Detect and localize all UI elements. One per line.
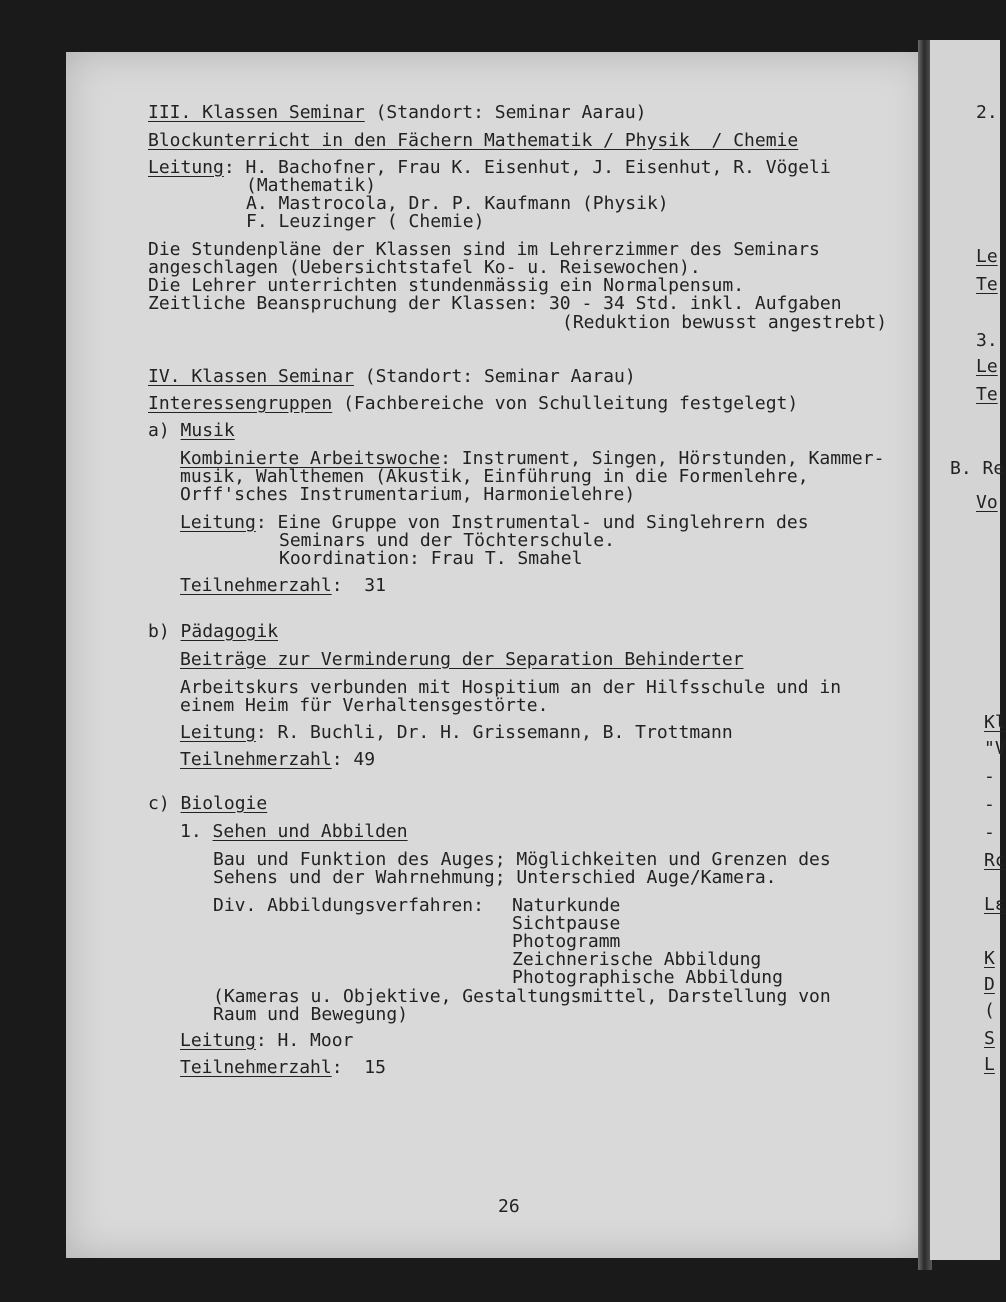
right-fragment: -	[984, 822, 995, 843]
item-b-marker: b)	[148, 621, 170, 642]
section4-heading-rest: (Standort: Seminar Aarau)	[353, 366, 636, 387]
right-fragment: "V	[984, 738, 1006, 759]
biologie-teiln-line	[180, 1059, 386, 1077]
biologie-extra-line: Raum und Bewegung)	[213, 1004, 409, 1025]
document-page	[66, 52, 928, 1258]
biologie-item-line	[180, 823, 408, 841]
section4-heading-line	[148, 368, 636, 386]
right-fragment: -	[984, 766, 995, 787]
section3-body-line: Zeitliche Beanspruchung der Klassen: 30 - 34 Std. inkl. Aufgaben	[148, 293, 842, 314]
musik-leitung-line: Koordination: Frau T. Smahel	[279, 548, 583, 569]
paedagogik-teiln-label: Teilnehmerzahl	[180, 749, 332, 770]
right-fragment: Te	[976, 274, 998, 295]
section3-leitung-label: Leitung	[148, 157, 224, 178]
biologie-teiln-value: : 15	[331, 1057, 386, 1078]
right-fragment: B. Re	[950, 458, 1005, 479]
paedagogik-leitung-line	[180, 724, 733, 742]
musik-teiln-value: : 31	[331, 575, 386, 596]
section3-leitung-text: : H. Bachofner, Frau K. Eisenhut, J. Eisenhut, R. Vögeli	[223, 157, 831, 178]
paedagogik-subtitle: Beiträge zur Verminderung der Separation Behinderter	[180, 649, 744, 670]
right-fragment: Le	[976, 246, 998, 267]
section3-leitung-line: F. Leuzinger ( Chemie)	[246, 211, 485, 232]
biologie-teiln-label: Teilnehmerzahl	[180, 1057, 332, 1078]
item-c-marker: c)	[148, 793, 170, 814]
right-fragment: Rc	[984, 850, 1006, 871]
musik-kombi-line: Orff'sches Instrumentarium, Harmonielehre)	[180, 484, 636, 505]
musik-leitung-line: Seminars und der Töchterschule.	[279, 530, 615, 551]
item-c-line	[148, 795, 267, 813]
verfahren-item: Photographische Abbildung	[512, 967, 783, 988]
right-fragment: K	[984, 948, 995, 969]
musik-teiln-line	[180, 577, 386, 595]
section3-body-line: (Reduktion bewusst angestrebt)	[562, 312, 888, 333]
biologie-leitung-value: : H. Moor	[255, 1030, 354, 1051]
section3-heading: III. Klassen Seminar	[148, 102, 365, 123]
musik-kombi-text: : Instrument, Singen, Hörstunden, Kammer-	[440, 448, 885, 469]
section3-heading-line	[148, 104, 647, 122]
right-fragment: S	[984, 1028, 995, 1049]
section3-leitung-line: A. Mastrocola, Dr. P. Kaufmann (Physik)	[246, 193, 669, 214]
right-fragment: Te	[976, 384, 998, 405]
biologie-extra-line: (Kameras u. Objektive, Gestaltungsmittel, Darstellung von	[213, 986, 831, 1007]
musik-kombi-label: Kombinierte Arbeitswoche	[180, 448, 441, 469]
right-fragment: Lε	[984, 894, 1006, 915]
verfahren-item: Sichtpause	[512, 913, 621, 934]
paedagogik-body-line: Arbeitskurs verbunden mit Hospitium an der Hilfsschule und in	[180, 677, 842, 698]
biologie-leitung-label: Leitung	[180, 1030, 256, 1051]
item-b-title: Pädagogik	[180, 621, 279, 642]
section4-interest-line	[148, 395, 798, 413]
verfahren-item: Photogramm	[512, 931, 621, 952]
item-a-line	[148, 422, 235, 440]
item-a-title: Musik	[180, 420, 235, 441]
musik-leitung-label: Leitung	[180, 512, 256, 533]
right-fragment: Vo	[976, 492, 998, 513]
right-fragment: L	[984, 1054, 995, 1075]
musik-leitung-text: : Eine Gruppe von Instrumental- und Singlehrern des	[255, 512, 809, 533]
right-fragment: D	[984, 974, 995, 995]
musik-kombi-line: musik, Wahlthemen (Akustik, Einführung in die Formenlehre,	[180, 466, 809, 487]
item-a-marker: a)	[148, 420, 170, 441]
biologie-item-title: Sehen und Abbilden	[212, 821, 408, 842]
right-page-edge	[930, 40, 1006, 1260]
biologie-body-line: Bau und Funktion des Auges; Möglichkeiten und Grenzen des	[213, 849, 831, 870]
right-fragment: 2.	[976, 102, 998, 123]
section3-body-line: Die Stundenpläne der Klassen sind im Lehrerzimmer des Seminars	[148, 239, 820, 260]
right-fragment: Kl	[984, 712, 1006, 733]
verfahren-item: Naturkunde	[512, 895, 621, 916]
item-b-line	[148, 623, 278, 641]
biologie-div-label: Div. Abbildungsverfahren:	[213, 895, 484, 916]
item-c-title: Biologie	[180, 793, 268, 814]
right-fragment: -	[984, 794, 995, 815]
section3-body-line: angeschlagen (Uebersichtstafel Ko- u. Reisewochen).	[148, 257, 701, 278]
biologie-leitung-line	[180, 1032, 353, 1050]
right-fragment: Le	[976, 356, 998, 377]
section4-interest-rest: (Fachbereiche von Schulleitung festgelegt)	[332, 393, 799, 414]
section3-body-line: Die Lehrer unterrichten stundenmässig ein Normalpensum.	[148, 275, 745, 296]
biologie-item-marker: 1.	[180, 821, 202, 842]
paedagogik-leitung-value: : R. Buchli, Dr. H. Grissemann, B. Trottmann	[255, 722, 733, 743]
section3-leitung-line: (Mathematik)	[246, 175, 377, 196]
biologie-body-line: Sehens und der Wahrnehmung; Unterschied Auge/Kamera.	[213, 867, 777, 888]
paedagogik-leitung-label: Leitung	[180, 722, 256, 743]
right-fragment: 3.	[976, 330, 998, 351]
musik-teiln-label: Teilnehmerzahl	[180, 575, 332, 596]
paedagogik-teiln-value: : 49	[331, 749, 376, 770]
section3-subtitle: Blockunterricht in den Fächern Mathematik / Physik / Chemie	[148, 130, 799, 151]
section3-heading-rest: (Standort: Seminar Aarau)	[364, 102, 647, 123]
verfahren-item: Zeichnerische Abbildung	[512, 949, 762, 970]
right-fragment: (	[984, 1000, 995, 1021]
paedagogik-body-line: einem Heim für Verhaltensgestörte.	[180, 695, 549, 716]
section4-heading: IV. Klassen Seminar	[148, 366, 354, 387]
page-number: 26	[498, 1196, 520, 1217]
section4-interest-label: Interessengruppen	[148, 393, 333, 414]
paedagogik-teiln-line	[180, 751, 375, 769]
